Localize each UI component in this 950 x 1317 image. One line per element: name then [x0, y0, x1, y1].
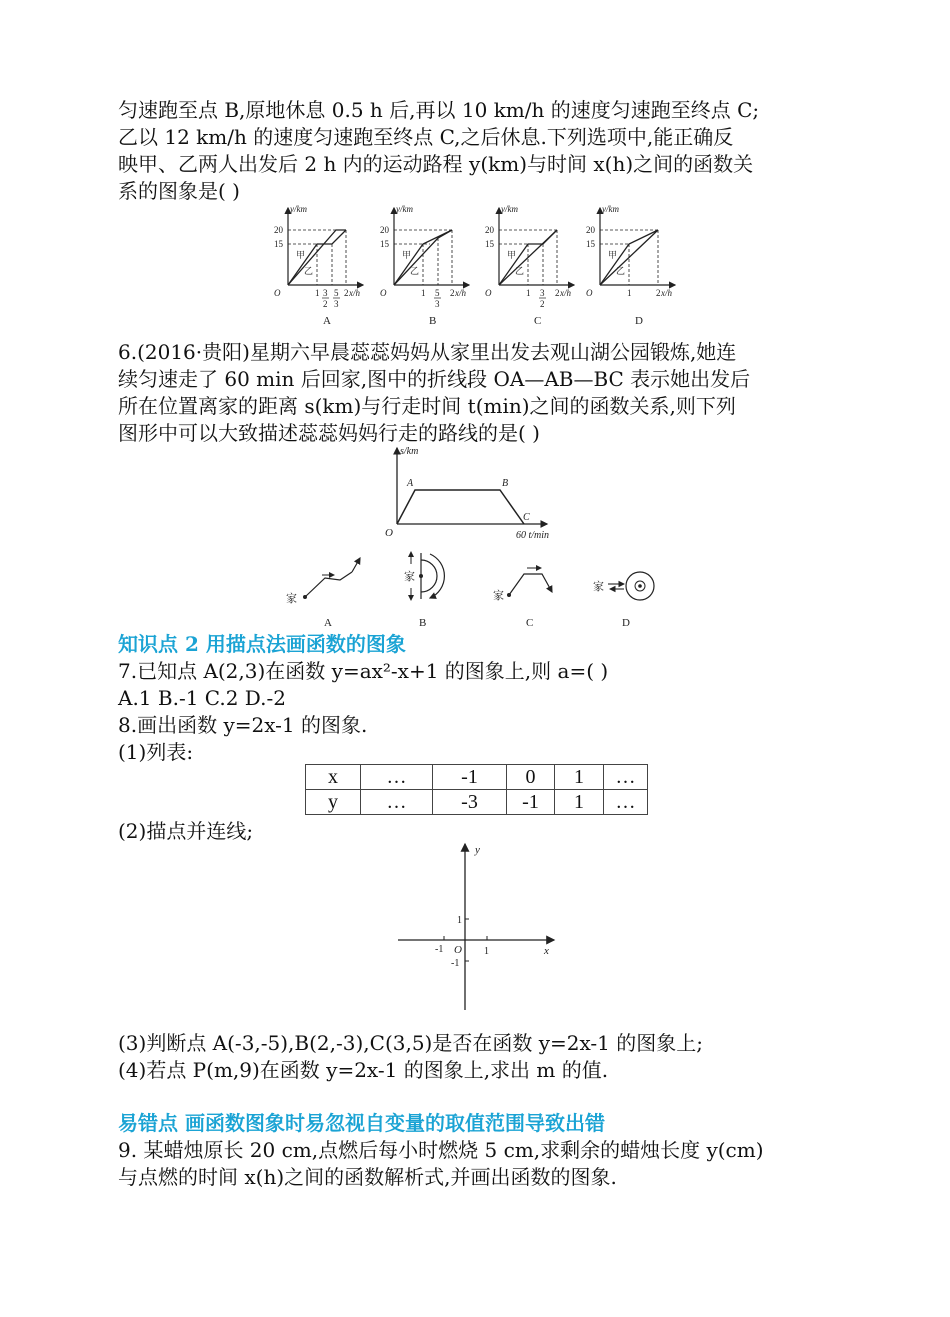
svg-text:家: 家 [404, 571, 415, 583]
step-4: (4)若点 P(m,9)在函数 y=2x-1 的图象上,求出 m 的值. [118, 1058, 609, 1082]
svg-text:D: D [622, 617, 630, 629]
text-line: 映甲、乙两人出发后 2 h 内的运动路程 y(km)与时间 x(h)之间的函数关 [118, 152, 754, 176]
svg-text:1: 1 [457, 915, 462, 926]
text-line: 系的图象是( ) [118, 179, 240, 203]
svg-text:2: 2 [323, 299, 328, 309]
text-line: 匀速跑至点 B,原地休息 0.5 h 后,再以 10 km/h 的速度匀速跑至终点 C; [118, 98, 760, 122]
problem-9-text [118, 1137, 838, 1191]
svg-text:乙: 乙 [616, 266, 626, 276]
graph-option-b [380, 204, 469, 327]
svg-text:O: O [586, 288, 593, 298]
table-cell: -1 [507, 790, 555, 815]
choices: A.1 B.-1 C.2 D.-2 [118, 686, 286, 710]
table-cell: 1 [555, 790, 604, 815]
svg-text:15: 15 [274, 239, 283, 249]
svg-text:2: 2 [344, 288, 349, 298]
svg-text:2: 2 [450, 288, 455, 298]
table-cell: … [604, 765, 648, 790]
svg-text:B: B [502, 478, 509, 489]
svg-text:15: 15 [586, 239, 595, 249]
option-label-d: D [635, 315, 643, 327]
table-cell: … [361, 790, 433, 815]
svg-text:3: 3 [435, 299, 440, 309]
table-row [306, 790, 648, 815]
svg-text:x/h: x/h [455, 288, 466, 298]
text-line: 所在位置离家的距离 s(km)与行走时间 t(min)之间的函数关系,则下列 [118, 394, 736, 418]
svg-text:x/h: x/h [560, 288, 571, 298]
svg-text:y/km: y/km [602, 204, 619, 214]
svg-text:s/km: s/km [400, 446, 419, 457]
svg-text:2: 2 [555, 288, 560, 298]
svg-text:甲: 甲 [608, 250, 618, 260]
svg-text:O: O [274, 288, 281, 298]
svg-text:y/km: y/km [501, 204, 518, 214]
route-option-b [404, 552, 444, 629]
svg-text:15: 15 [485, 239, 494, 249]
table-cell: -3 [433, 790, 507, 815]
route-option-c [493, 568, 552, 629]
svg-text:y/km: y/km [396, 204, 413, 214]
svg-text:家: 家 [286, 593, 297, 605]
svg-text:家: 家 [493, 590, 504, 602]
table-row [306, 765, 648, 790]
graph-option-a [274, 204, 363, 327]
svg-text:x/h: x/h [661, 288, 672, 298]
text-line: 9. 某蜡烛原长 20 cm,点燃后每小时燃烧 5 cm,求剩余的蜡烛长度 y(cm) [118, 1138, 764, 1162]
svg-text:1: 1 [627, 288, 632, 298]
svg-text:60 t/min: 60 t/min [516, 530, 550, 541]
text-line: 续匀速走了 60 min 后回家,图中的折线段 OA—AB—BC 表示她出发后 [118, 367, 751, 391]
svg-text:-1: -1 [435, 944, 444, 955]
svg-text:15: 15 [380, 239, 389, 249]
svg-text:A: A [324, 617, 332, 629]
problem-8-intro [118, 712, 838, 766]
table-cell: 0 [507, 765, 555, 790]
text-line: 6.(2016·贵阳)星期六早晨蕊蕊妈妈从家里出发去观山湖公园锻炼,她连 [118, 340, 737, 364]
table-cell: x [306, 765, 361, 790]
problem-6-distance-graph [382, 444, 562, 542]
svg-text:C: C [523, 512, 530, 523]
svg-text:乙: 乙 [515, 266, 525, 276]
option-label-c: C [534, 315, 542, 327]
svg-text:A: A [407, 478, 414, 489]
step-2: (2)描点并连线; [118, 819, 254, 843]
graph-option-c [485, 204, 574, 327]
svg-text:1: 1 [315, 288, 320, 298]
problem-6-text [118, 339, 838, 447]
svg-text:O: O [385, 527, 393, 539]
svg-text:家: 家 [593, 581, 604, 593]
svg-text:y: y [475, 844, 480, 856]
svg-text:5: 5 [435, 288, 440, 298]
svg-text:O: O [454, 944, 462, 956]
step-3: (3)判断点 A(-3,-5),B(2,-3),C(3,5)是否在函数 y=2x-1 的图象上; [118, 1031, 703, 1055]
problem-7 [118, 658, 838, 712]
svg-text:3: 3 [540, 288, 545, 298]
graph-option-d [586, 204, 675, 327]
svg-text:20: 20 [380, 225, 389, 235]
svg-text:x: x [544, 945, 549, 957]
problem-5-text [118, 97, 838, 205]
svg-text:2: 2 [540, 299, 545, 309]
svg-text:y/km: y/km [290, 204, 307, 214]
coordinate-axes [394, 838, 564, 1016]
svg-text:20: 20 [586, 225, 595, 235]
text-line: 图形中可以大致描述蕊蕊妈妈行走的路线的是( ) [118, 421, 540, 445]
table-cell: 1 [555, 765, 604, 790]
svg-text:20: 20 [274, 225, 283, 235]
svg-text:B: B [419, 617, 427, 629]
value-table [305, 764, 648, 815]
question-text: 7.已知点 A(2,3)在函数 y=ax²-x+1 的图象上,则 a=( ) [118, 659, 609, 683]
text-line: 与点燃的时间 x(h)之间的函数解析式,并画出函数的图象. [118, 1165, 617, 1189]
section-heading: 知识点 2 用描点法画函数的图象 [118, 632, 406, 656]
svg-text:C: C [526, 617, 534, 629]
text-line: 乙以 12 km/h 的速度匀速跑至终点 C,之后休息.下列选项中,能正确反 [118, 125, 734, 149]
svg-text:x/h: x/h [349, 288, 360, 298]
route-option-a [286, 558, 360, 629]
step-1: (1)列表: [118, 740, 194, 764]
table-cell: -1 [433, 765, 507, 790]
option-label-b: B [429, 315, 437, 327]
table-cell: … [361, 765, 433, 790]
svg-text:3: 3 [334, 299, 339, 309]
problem-5-graphs [268, 198, 688, 333]
svg-text:甲: 甲 [296, 250, 306, 260]
svg-text:3: 3 [323, 288, 328, 298]
table-cell: y [306, 790, 361, 815]
svg-text:20: 20 [485, 225, 494, 235]
svg-text:-1: -1 [451, 958, 460, 969]
table-cell: … [604, 790, 648, 815]
route-option-d [593, 572, 654, 629]
svg-text:2: 2 [656, 288, 661, 298]
problem-8-steps [118, 1030, 838, 1084]
svg-text:1: 1 [526, 288, 531, 298]
svg-text:1: 1 [484, 946, 489, 957]
svg-text:甲: 甲 [507, 250, 517, 260]
svg-text:1: 1 [421, 288, 426, 298]
svg-text:乙: 乙 [410, 266, 420, 276]
svg-text:5: 5 [334, 288, 339, 298]
problem-6-route-options [280, 546, 680, 634]
svg-text:O: O [380, 288, 387, 298]
option-label-a: A [323, 315, 331, 327]
svg-text:O: O [485, 288, 492, 298]
section-heading: 易错点 画函数图象时易忽视自变量的取值范围导致出错 [118, 1111, 605, 1135]
svg-text:甲: 甲 [402, 250, 412, 260]
svg-text:乙: 乙 [304, 266, 314, 276]
question-text: 8.画出函数 y=2x-1 的图象. [118, 713, 368, 737]
